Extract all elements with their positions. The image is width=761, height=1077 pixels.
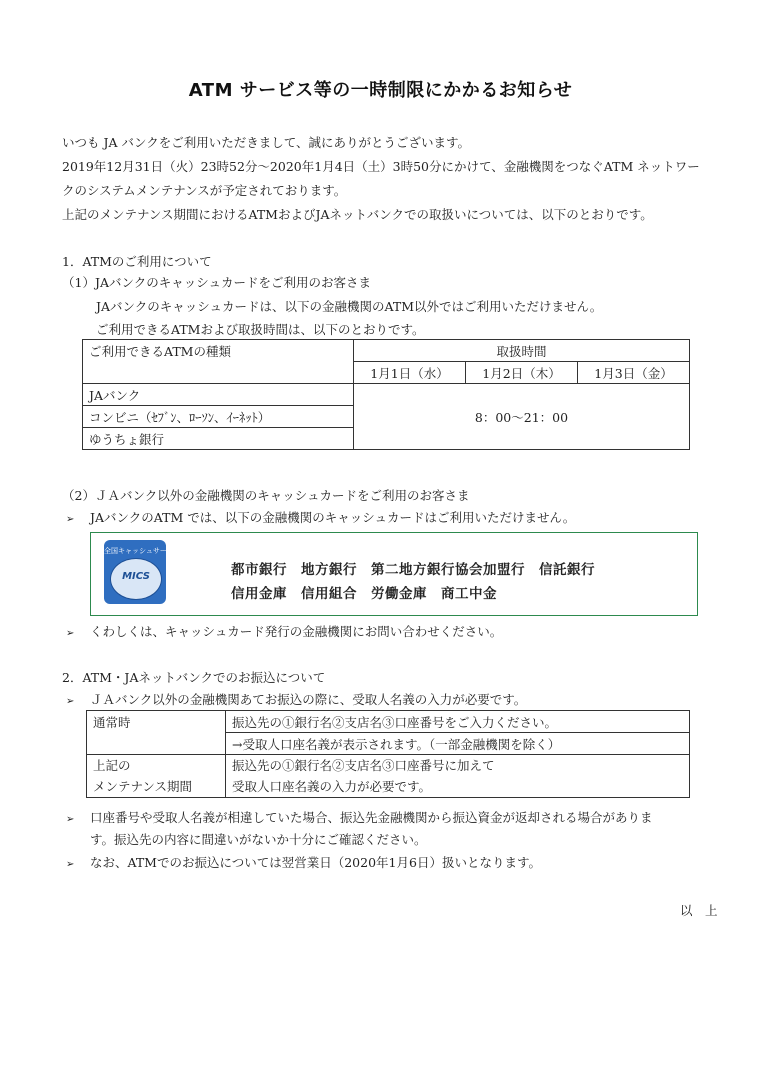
maintenance-label-line2: メンテナンス期間 bbox=[93, 779, 193, 794]
service-hours: 8：00～21：00 bbox=[354, 384, 690, 450]
section2-bullet2-line1: 口座番号や受取人名義が相違していた場合、振込先金融機関から振込資金が返却される場合がありま bbox=[90, 810, 653, 825]
bullet-item bbox=[66, 508, 575, 526]
section1-sub1-line2: ご利用できるATMおよび取扱時間は、以下のとおりです。 bbox=[96, 322, 425, 337]
atm-row-convenience: コンビニ（ｾﾌﾞﾝ、ﾛｰｿﾝ、ｲｰﾈｯﾄ） bbox=[83, 406, 354, 428]
bullet-arrow-icon: ➢ bbox=[66, 514, 75, 525]
bullet-arrow-icon: ➢ bbox=[66, 859, 75, 870]
banks-line-1: 都市銀行 地方銀行 第二地方銀行協会加盟行 信託銀行 bbox=[231, 562, 595, 578]
transfer-table bbox=[86, 710, 690, 798]
atm-row-yucho: ゆうちょ銀行 bbox=[83, 428, 354, 450]
atm-type-header: ご利用できるATMの種類 bbox=[83, 340, 354, 384]
maintenance-label bbox=[87, 755, 226, 798]
bullet-arrow-icon: ➢ bbox=[66, 696, 75, 707]
maintenance-text bbox=[226, 755, 690, 798]
section2-bullet2-line2: す。振込先の内容に間違いがないか十分にご確認ください。 bbox=[90, 832, 427, 847]
mics-logo-label: 全国キャッシュサービス bbox=[104, 547, 181, 555]
normal-time-line2: →受取人口座名義が表示されます。（一部金融機関を除く） bbox=[226, 733, 690, 755]
bullet-arrow-icon: ➢ bbox=[66, 628, 75, 639]
closing-remark: 以 上 bbox=[680, 903, 718, 918]
normal-time-label: 通常時 bbox=[87, 711, 226, 755]
mics-logo-emblem bbox=[110, 558, 162, 600]
maintenance-line2: 受取人口座名義の入力が必要です。 bbox=[232, 779, 432, 794]
maintenance-line1: 振込先の①銀行名②支店名③口座番号に加えて bbox=[232, 758, 495, 773]
atm-row-ja-bank: JAバンク bbox=[83, 384, 354, 406]
page-title: ATM サービス等の一時制限にかかるお知らせ bbox=[188, 80, 573, 101]
section1-heading: 1．ATMのご利用について bbox=[62, 254, 212, 269]
section2-bullet1: ＪＡバンク以外の金融機関あてお振込の際に、受取人名義の入力が必要です。 bbox=[90, 692, 527, 707]
mics-logo-mark: MICS bbox=[122, 571, 150, 582]
section1-sub1-heading: （1）JAバンクのキャッシュカードをご利用のお客さま bbox=[62, 275, 371, 290]
intro-line-1: いつも JA バンクをご利用いただきまして、誠にありがとうございます。 bbox=[62, 135, 470, 150]
intro-line-3: クのシステムメンテナンスが予定されております。 bbox=[62, 183, 347, 198]
bullet-item bbox=[66, 622, 502, 640]
date-jan1: 1月1日（水） bbox=[354, 362, 466, 384]
date-jan3: 1月3日（金） bbox=[578, 362, 690, 384]
banks-line-2: 信用金庫 信用組合 労働金庫 商工中金 bbox=[231, 586, 497, 602]
section1-sub2-bullet1: JAバンクのATM では、以下の金融機関のキャッシュカードはご利用いただけません。 bbox=[90, 510, 576, 525]
section2-bullet3: なお、ATMでのお振込については翌営業日（2020年1月6日）扱いとなります。 bbox=[90, 855, 541, 870]
section2-heading: 2．ATM・JAネットバンクでのお振込について bbox=[62, 670, 326, 685]
section1-sub2-heading: （2）ＪＡバンク以外の金融機関のキャッシュカードをご利用のお客さま bbox=[62, 488, 470, 503]
maintenance-label-line1: 上記の bbox=[93, 758, 131, 773]
intro-line-2: 2019年12月31日（火）23時52分～2020年1月4日（土）3時50分にかけて、金融機関をつなぐATM ネットワー bbox=[62, 159, 700, 174]
bullet-arrow-icon: ➢ bbox=[66, 814, 75, 825]
intro-line-4: 上記のメンテナンス期間におけるATMおよびJAネットバンクでの取扱いについては、以下のとおりです。 bbox=[62, 207, 653, 222]
section1-sub2-bullet2: くわしくは、キャッシュカード発行の金融機関にお問い合わせください。 bbox=[90, 624, 503, 639]
normal-time-line1: 振込先の①銀行名②支店名③口座番号をご入力ください。 bbox=[226, 711, 690, 733]
mics-logo bbox=[104, 540, 181, 604]
section1-sub1-line1: JAバンクのキャッシュカードは、以下の金融機関のATM以外ではご利用いただけません。 bbox=[96, 299, 603, 314]
bullet-item bbox=[66, 808, 653, 826]
bullet-item bbox=[66, 690, 526, 708]
bullet-item bbox=[66, 853, 541, 871]
atm-hours-table bbox=[82, 339, 690, 450]
date-jan2: 1月2日（木） bbox=[466, 362, 578, 384]
time-header: 取扱時間 bbox=[354, 340, 690, 362]
